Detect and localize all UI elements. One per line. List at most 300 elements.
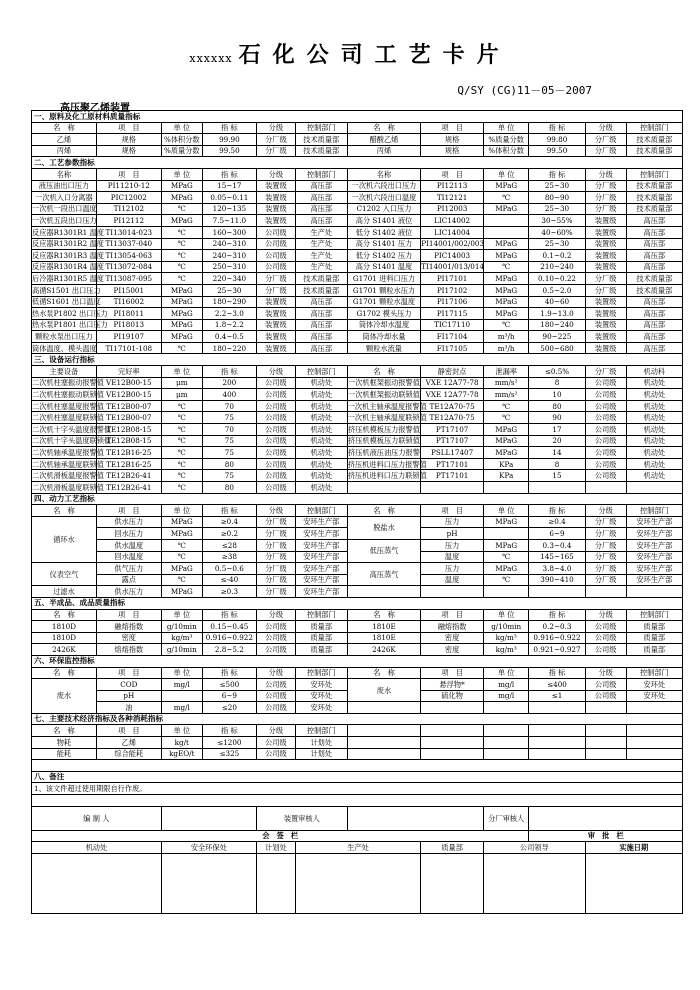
table-cell: 一次机框架振动报警值 (348, 378, 420, 388)
table-cell: 一次机主轴承温度报警值 (347, 401, 427, 411)
table-cell: g/10min (161, 621, 202, 633)
table-cell: ℃ (161, 482, 202, 494)
table-cell: 装置级 (585, 308, 626, 320)
table-cell: 二次机柱塞温度联锁值 (32, 413, 104, 423)
table-cell: 180~240 (529, 319, 585, 331)
table-cell: 6~9 (202, 690, 256, 702)
section-title: 五、半成品、成品质量指标 (32, 597, 683, 609)
table-cell: ≥0.2 (202, 528, 256, 540)
section-row (32, 493, 683, 505)
table-cell: 机动处 (626, 435, 682, 447)
table-cell: 分厂级 (256, 528, 295, 540)
table-cell: 醋酸乙烯 (347, 134, 421, 146)
table-row (32, 308, 683, 320)
table-cell: TE12B00-07 (96, 412, 161, 424)
table-cell: 装置级 (585, 296, 626, 308)
table-cell: 安环生产部 (295, 586, 347, 598)
company-prefix: xxxxxx (189, 52, 233, 65)
table-cell: 分厂级 (585, 180, 626, 192)
table-cell: 装置级 (585, 319, 626, 331)
table-cell: 1.9~13.0 (529, 308, 585, 320)
column-header: 完好率 (96, 366, 161, 378)
table-cell: 高压部 (626, 250, 682, 262)
column-header: 项 目 (421, 168, 484, 180)
column-header: 项 目 (421, 609, 484, 621)
table-cell: 高循S1501 出口压力 (32, 285, 101, 295)
table-cell: 7.5~11.0 (202, 215, 256, 227)
table-cell: ℃ (483, 400, 528, 412)
table-cell: PI14001/002/003 (421, 239, 485, 249)
table-cell (626, 737, 682, 749)
table-cell (626, 725, 682, 737)
table-cell: 机动处 (626, 470, 682, 482)
table-cell (585, 702, 626, 714)
table-cell: 公司级 (585, 644, 626, 656)
table-row (32, 539, 683, 551)
pollutant-source: 废水 (32, 679, 97, 714)
table-cell (483, 702, 528, 714)
table-cell: 安环生产部 (626, 539, 682, 551)
table-cell: %体积分数 (161, 134, 202, 146)
table-cell (161, 806, 256, 830)
dept-label: 实施日期 (585, 842, 682, 854)
signature-row (32, 806, 683, 830)
column-header: 指 标 (202, 667, 256, 679)
table-cell: PI12112 (96, 215, 161, 227)
table-cell: %质量分数 (161, 145, 202, 157)
dept-label: 安全环保处 (161, 842, 256, 854)
table-cell: 供水压力 (96, 516, 161, 528)
column-header: 控制部门 (295, 667, 347, 679)
dept-label: 计划处 (256, 842, 295, 854)
table-cell: ℃ (161, 458, 202, 470)
table-cell: 高压部 (626, 215, 682, 227)
column-header: 控制部门 (295, 168, 347, 180)
table-cell: 综合能耗 (96, 748, 161, 760)
table-cell: 技术质量部 (626, 192, 682, 204)
table-cell (483, 737, 528, 749)
table-cell: 机动处 (626, 412, 682, 424)
table-cell: G1701 进料口压力 (347, 273, 421, 285)
column-header: 控制部门 (626, 505, 682, 517)
column-header: 分级 (256, 366, 295, 378)
column-header: 指 标 (529, 122, 585, 134)
table-cell: 公司级 (585, 435, 626, 447)
table-cell: 机动处 (295, 389, 347, 401)
table-cell: PT17107 (421, 424, 484, 436)
column-header: 项 目 (96, 609, 161, 621)
table-cell (347, 748, 421, 760)
table-cell (32, 795, 683, 807)
table-cell: ≤325 (202, 748, 256, 760)
table-cell: 安环处 (295, 679, 347, 691)
table-cell: 高压部 (295, 342, 347, 354)
table-cell: 80 (202, 482, 256, 494)
table-cell: PI12003 (421, 203, 484, 215)
column-header: 项 目 (96, 168, 161, 180)
table-cell (483, 226, 528, 238)
column-header: 泄漏率 (483, 366, 528, 378)
table-cell: 安环生产部 (626, 516, 682, 528)
column-header: 名 称 (347, 609, 421, 621)
table-cell: 规格 (421, 145, 484, 157)
table-cell: 公司级 (256, 400, 295, 412)
table-cell: TI13014-023 (96, 226, 161, 238)
table-row (32, 679, 683, 691)
table-cell: 装置级 (585, 226, 626, 238)
table-cell: 计划处 (295, 737, 347, 749)
signature-box (483, 853, 585, 913)
table-cell: 硫化物 (421, 690, 484, 702)
plant-reviewer-label: 分厂审核人 (483, 806, 528, 830)
table-cell: 反应器R1301R2 温度 (32, 239, 104, 249)
table-row (32, 342, 683, 354)
table-cell: MPaG (483, 284, 528, 296)
table-cell: PI19107 (96, 331, 161, 343)
column-header: 分级 (585, 609, 626, 621)
table-cell: 挤压机液压油压力报警 (348, 447, 420, 457)
table-cell: 技术质量部 (626, 203, 682, 215)
table-cell: ℃ (161, 238, 202, 250)
table-cell: 机动处 (626, 389, 682, 401)
table-cell: ℃ (161, 261, 202, 273)
table-cell: 公司级 (256, 424, 295, 436)
table-cell: 机动处 (295, 470, 347, 482)
column-header: 机动科 (626, 366, 682, 378)
table-cell: 机动处 (295, 435, 347, 447)
table-cell: 公司级 (256, 737, 295, 749)
table-cell: 240~310 (202, 250, 256, 262)
table-cell: 安环生产部 (295, 528, 347, 540)
table-cell: 高压部 (295, 308, 347, 320)
table-cell: TE12B16-25 (96, 447, 161, 459)
table-cell: ℃ (161, 412, 202, 424)
table-cell: MPaG (483, 308, 528, 320)
table-row (32, 203, 683, 215)
table-row (32, 226, 683, 238)
table-cell: mg/l (483, 690, 528, 702)
table-cell: 技术质量部 (295, 273, 347, 285)
table-row (32, 748, 683, 760)
countersign-label: 会 签 栏 (32, 830, 529, 842)
signature-box (161, 853, 256, 913)
table-cell: 0.916~0.922 (529, 632, 585, 644)
table-cell: ℃ (161, 424, 202, 436)
section-row (32, 111, 683, 123)
table-cell: 15~17 (202, 180, 256, 192)
table-cell: 公司级 (256, 458, 295, 470)
table-row (32, 319, 683, 331)
column-header: 控制部门 (295, 609, 347, 621)
table-cell: 10 (529, 389, 585, 401)
table-cell: 6~9 (529, 528, 585, 540)
table-cell (626, 482, 682, 494)
table-cell: 安环生产部 (295, 574, 347, 586)
column-header: 单 位 (483, 168, 528, 180)
utility-name: 循环水 (32, 516, 97, 562)
table-cell: ≥0.3 (202, 586, 256, 598)
table-cell: 机动处 (626, 377, 682, 389)
table-cell: G1702 模头压力 (347, 308, 421, 320)
table-cell: KPa (483, 470, 528, 482)
table-cell: PIC12002 (96, 192, 161, 204)
table-cell (483, 528, 528, 540)
section-row (32, 354, 683, 366)
table-cell: 分厂级 (256, 273, 295, 285)
signature-box-row (32, 853, 683, 913)
table-cell: 公司级 (256, 261, 295, 273)
table-cell: 物耗 (32, 737, 97, 749)
table-cell: TI13072-084 (96, 261, 161, 273)
table-cell: TI13054-063 (96, 250, 161, 262)
table-cell: 一次机入口分离器 (32, 192, 97, 204)
table-cell: kgEO/t (161, 748, 202, 760)
table-cell: 反应器R1301R3 温度 (32, 250, 104, 260)
table-cell: MPaG (161, 528, 202, 540)
table-cell: 装置级 (585, 250, 626, 262)
table-cell: ≤20 (202, 702, 256, 714)
table-cell: 40~60% (529, 226, 585, 238)
header-row (32, 609, 683, 621)
table-cell: TE12B08-15 (96, 424, 161, 436)
section-title: 七、主要技术经济指标及各种消耗指标 (32, 713, 683, 725)
table-cell (529, 702, 585, 714)
table-cell: 一次机一段出口温度 (32, 204, 97, 214)
column-header: 分级 (585, 168, 626, 180)
table-cell: 25~30 (529, 180, 585, 192)
column-header: 单 位 (161, 725, 202, 737)
table-cell: 安环生产部 (295, 563, 347, 575)
table-row (32, 482, 683, 494)
table-cell: 安环生产部 (626, 551, 682, 563)
table-row (32, 632, 683, 644)
table-cell: PT17101 (421, 458, 484, 470)
table-cell (626, 702, 682, 714)
column-header: 控制部门 (626, 609, 682, 621)
table-cell: ℃ (161, 273, 202, 285)
section-row (32, 157, 683, 169)
column-header: 单 位 (161, 505, 202, 517)
table-cell: 一次机六段出口压力 (347, 180, 421, 192)
table-cell: 公司级 (256, 702, 295, 714)
table-cell: 公司级 (585, 424, 626, 436)
table-cell: 公司级 (256, 679, 295, 691)
column-header: 分级 (585, 505, 626, 517)
table-cell: 技术质量部 (295, 145, 347, 157)
table-cell: 0.921~0.927 (529, 644, 585, 656)
table-cell: 质量部 (626, 621, 682, 633)
table-cell (421, 702, 484, 714)
table-cell: 高分 S1401 液位 (347, 215, 421, 227)
table-cell (483, 215, 528, 227)
table-cell: ℃ (483, 261, 528, 273)
table-cell: 一次机六段出口温度 (347, 192, 421, 204)
compiler-label: 编 制 人 (32, 806, 162, 830)
table-cell: MPaG (483, 238, 528, 250)
table-row (32, 145, 683, 157)
column-header: 控制部门 (626, 122, 682, 134)
column-header: 名 称 (32, 609, 97, 621)
table-cell: 融熔指数 (96, 621, 161, 633)
table-cell: 安环生产部 (295, 516, 347, 528)
table-cell: 安环处 (295, 702, 347, 714)
table-row (32, 644, 683, 656)
column-header: 指 标 (202, 609, 256, 621)
utility-name: 过滤水 (32, 586, 97, 598)
column-header: 分级 (256, 505, 295, 517)
table-cell: TI14001/013/014 (421, 262, 485, 272)
table-row (32, 331, 683, 343)
process-card-table (31, 110, 683, 914)
table-cell: 75 (202, 470, 256, 482)
table-row (32, 296, 683, 308)
table-cell: MPaG (161, 586, 202, 598)
table-cell: 机动处 (626, 447, 682, 459)
column-header: 指 标 (202, 122, 256, 134)
table-cell: kg/m³ (483, 632, 528, 644)
table-cell: 高分 S1401 温度 (347, 261, 421, 273)
section-title: 六、环保监控指标 (32, 655, 683, 667)
table-cell: 油 (96, 702, 161, 714)
table-cell: 2426K (32, 644, 97, 656)
signature-box (585, 853, 682, 913)
column-header: 名 称 (32, 505, 97, 517)
table-cell: MPaG (483, 563, 528, 575)
column-header: 指 标 (529, 168, 585, 180)
unit-name: 高压聚乙烯装置 (60, 103, 130, 114)
table-cell: 低分 S1402 液位 (347, 226, 421, 238)
table-cell: ℃ (161, 574, 202, 586)
table-cell: 公司级 (256, 690, 295, 702)
table-cell: 热水泵P1802 出口压力 (32, 308, 108, 318)
column-header: 单 位 (483, 667, 528, 679)
remark-row (32, 783, 683, 795)
table-cell: 220~340 (202, 273, 256, 285)
table-cell: TI16002 (96, 296, 161, 308)
table-cell: FI17105 (421, 342, 484, 354)
table-cell (421, 748, 484, 760)
section-title: 二、工艺参数指标 (32, 157, 683, 169)
table-cell: 装置级 (256, 203, 295, 215)
table-cell: 分厂级 (585, 528, 626, 540)
table-cell: 二次机十字头温度联锁值 (32, 436, 112, 446)
table-cell: 0.2~0.3 (529, 621, 585, 633)
table-cell: FI17104 (421, 331, 484, 343)
table-cell: PI18013 (96, 319, 161, 331)
table-cell: μm (161, 389, 202, 401)
table-cell: 热水泵P1801 出口压力 (32, 320, 108, 330)
header-row (32, 122, 683, 134)
table-cell: 悬浮物* (421, 679, 484, 691)
column-header: 项 目 (96, 505, 161, 517)
signature-box (32, 853, 162, 913)
table-cell: 规格 (421, 134, 484, 146)
table-row (32, 261, 683, 273)
table-cell: ℃ (161, 435, 202, 447)
table-cell: 公司级 (256, 389, 295, 401)
table-cell: 二次机十字头温度报警值 (32, 424, 112, 434)
table-cell: g/10min (483, 621, 528, 633)
table-cell: 回水温度 (96, 551, 161, 563)
table-cell: 挤压机模板压力报警值 (348, 424, 420, 434)
table-cell: LIC14004 (421, 226, 484, 238)
table-cell: 分厂级 (256, 134, 295, 146)
table-cell: ℃ (483, 319, 528, 331)
blank-row (32, 760, 683, 772)
table-cell: PI17102 (421, 284, 484, 296)
table-cell: PI12113 (421, 180, 484, 192)
section-row (32, 771, 683, 783)
table-cell: 技术质量部 (626, 134, 682, 146)
column-header: 名称 (32, 168, 97, 180)
table-cell: 密度 (96, 632, 161, 644)
table-cell: 2426K (347, 644, 421, 656)
column-header: 分级 (256, 725, 295, 737)
table-row (32, 180, 683, 192)
table-cell: 规格 (96, 145, 161, 157)
table-cell (585, 482, 626, 494)
table-cell: mg/l (483, 679, 528, 691)
table-cell: 80~90 (529, 192, 585, 204)
table-cell: 压力 (421, 539, 484, 551)
table-cell: 3.8~4.0 (529, 563, 585, 575)
table-cell: 90~225 (529, 331, 585, 343)
table-cell: 二次机柱塞振动报警值 (32, 378, 104, 388)
table-cell: VXE 12A77-78 (421, 389, 484, 401)
table-cell: 30~55% (529, 215, 585, 227)
column-header: 名 称 (32, 725, 97, 737)
table-cell: 公司级 (585, 389, 626, 401)
table-cell: PIC14003 (421, 250, 484, 262)
table-cell: kg/m³ (483, 644, 528, 656)
table-cell: 机动处 (295, 412, 347, 424)
table-cell: 分厂级 (585, 284, 626, 296)
table-cell: 公司级 (256, 621, 295, 633)
table-cell: 高压部 (295, 331, 347, 343)
table-cell: 0.5~2.0 (529, 284, 585, 296)
table-row (32, 215, 683, 227)
table-cell: COD (96, 679, 161, 691)
table-cell: 分厂级 (256, 586, 295, 598)
table-cell: 390~410 (529, 574, 585, 586)
section-row (32, 713, 683, 725)
column-header: 指 标 (202, 168, 256, 180)
table-cell: 装置级 (256, 180, 295, 192)
table-cell: 机动处 (295, 482, 347, 494)
table-cell: 机动处 (295, 458, 347, 470)
table-cell: 温度 (421, 551, 484, 563)
table-cell (529, 748, 585, 760)
table-cell: ℃ (161, 539, 202, 551)
table-cell: 0.4~0.5 (202, 331, 256, 343)
table-cell: PI17115 (421, 308, 484, 320)
table-cell: VXE 12A77-78 (421, 377, 484, 389)
table-cell: MPaG (161, 296, 202, 308)
table-cell: TI13087-095 (96, 273, 161, 285)
table-cell: 一次机框架振动联锁值 (348, 389, 420, 399)
table-cell: MPaG (161, 319, 202, 331)
table-cell: MPaG (161, 308, 202, 320)
table-cell: 熔熔指数 (96, 644, 161, 656)
table-row (32, 389, 683, 401)
table-cell: MPaG (483, 516, 528, 528)
table-cell: G1701 颗粒水温度 (347, 296, 421, 308)
table-cell: ℃ (483, 192, 528, 204)
table-cell: ≤500 (202, 679, 256, 691)
table-cell: 供水压力 (96, 586, 161, 598)
column-header: 名 称 (347, 366, 421, 378)
dept-label: 公司领导 (483, 842, 585, 854)
